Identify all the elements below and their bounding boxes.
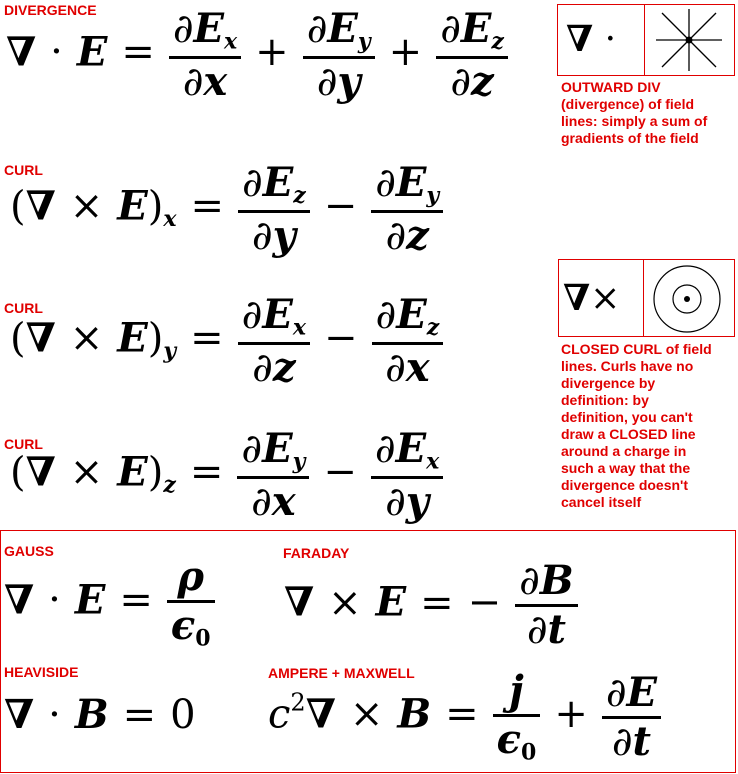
divergence-icon-box [557, 4, 735, 76]
curl-icon-box [558, 259, 735, 337]
ampere-maxwell-label: AMPERE + MAXWELL [268, 665, 415, 681]
heaviside-equation: ∇ · B = 0 [4, 691, 196, 738]
divergence-equation: ∇ · E = $\frac{\partial E_x}{\partial x}$ + $\frac{\partial E_y}{\partial y}$ + $\frac{\partial E_z}{\partial z}$ [6, 8, 508, 103]
divergence-label: DIVERGENCE [4, 2, 97, 18]
faraday-equation: ∇ × E = − $\frac{\partial B}{\partial t}$ [284, 560, 578, 651]
ampere-maxwell-equation: $c^2\nabla \times B$ = $\frac{j}{\epsilon_0}$ + $\frac{\partial E}{\partial t}$ [268, 670, 661, 765]
heaviside-label: HEAVISIDE [4, 664, 79, 680]
curl-x-equation: (∇ × $E)_x$ = $\frac{\partial E_z}{\partial y}$ − $\frac{\partial E_y}{\partial z}$ [10, 162, 443, 257]
concentric-circles-icon [651, 263, 723, 335]
gauss-equation: ∇ · E = $\frac{\rho}{\epsilon_0}$ [4, 556, 215, 651]
radiating-field-lines-icon [654, 7, 724, 73]
outward-div-note: OUTWARD DIV (divergence) of field lines: simply a sum of gradients of the field [561, 79, 708, 146]
curl-x-label: CURL [4, 162, 43, 178]
gauss-label: GAUSS [4, 543, 54, 559]
curl-y-equation: (∇ × $E)_y$ = $\frac{\partial E_x}{\partial z}$ − $\frac{\partial E_z}{\partial x}$ [10, 294, 443, 389]
nabla-cross-symbol: ∇× [563, 277, 621, 319]
faraday-label: FARADAY [283, 545, 350, 561]
closed-curl-note: CLOSED CURL of field lines. Curls have no divergence by definition: by definition, you can't draw a CLOSED line around a charge in such a way that the divergence doesn't cancel itself [561, 341, 712, 510]
nabla-dot-symbol: ∇ · [566, 18, 617, 60]
curl-z-equation: (∇ × $E)_z$ = $\frac{\partial E_y}{\partial x}$ − $\frac{\partial E_x}{\partial y}$ [10, 428, 443, 523]
curl-y-label: CURL [4, 300, 43, 316]
curl-z-label: CURL [4, 436, 43, 452]
